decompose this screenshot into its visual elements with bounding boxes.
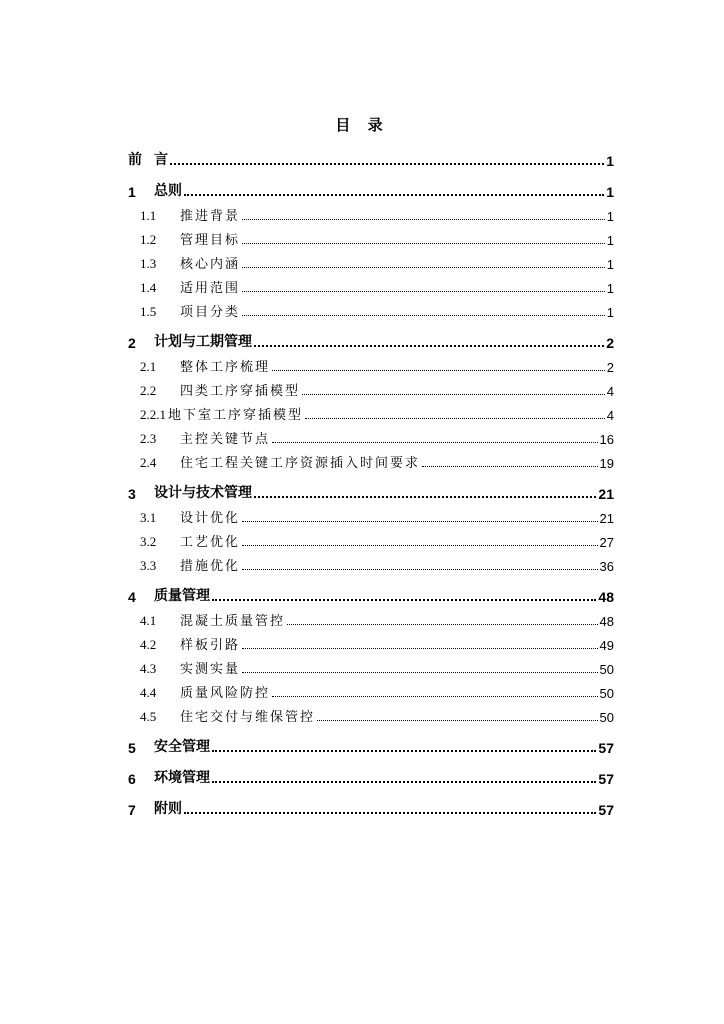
toc-entry-label: 总则 [154,182,182,198]
toc-entry-section[interactable] [128,423,614,447]
toc-entry-number: 2.4 [140,455,157,470]
toc-entry-number: 前 [128,151,142,167]
toc-entry-label: 推进背景 [180,209,241,224]
dot-leader [272,696,598,697]
toc-entry-page-number: 1 [606,209,614,224]
toc-entry-number: 2.2 [140,383,157,398]
toc-entry-chapter[interactable] [128,177,614,200]
toc-entry-page-number: 21 [598,486,614,502]
toc-title: 目 录 [335,116,389,134]
toc-entry-page-number: 1 [606,153,614,169]
toc-entry-section[interactable] [128,605,614,629]
toc-entry-label: 地下室工序穿插模型 [168,408,304,423]
toc-entry-number: 5 [128,740,136,756]
toc-entry-label: 管理目标 [180,233,241,248]
toc-entry-label: 主控关键节点 [180,432,271,447]
toc-entry-section[interactable] [128,502,614,526]
toc-entry-number: 4.5 [140,709,157,724]
dot-leader [272,370,605,371]
dot-leader [254,496,596,498]
toc-entry-number: 1.5 [140,304,157,319]
toc-entry-section[interactable] [128,677,614,701]
toc-entry-number: 2.3 [140,431,157,446]
dot-leader [170,163,604,165]
toc-entry-section[interactable] [128,399,614,423]
dot-leader [287,624,598,625]
toc-entry-label: 住宅工程关键工序资源插入时间要求 [180,456,421,471]
toc-entry-page-number: 21 [599,511,614,526]
toc-entry-page-number: 1 [606,305,614,320]
toc-entry-page-number: 19 [599,456,614,471]
dot-leader [242,219,605,220]
toc-entry-page-number: 57 [598,771,614,787]
toc-entry-page-number: 50 [599,686,614,701]
toc-entry-label: 言 [154,151,168,167]
toc-entry-label: 安全管理 [154,738,210,754]
dot-leader [184,812,596,814]
toc-entry-number: 3.1 [140,510,157,525]
toc-entry-page-number: 1 [606,257,614,272]
dot-leader [242,243,605,244]
toc-entry-page-number: 48 [599,614,614,629]
toc-entry-section[interactable] [128,296,614,320]
dot-leader [272,442,598,443]
toc-entry-page-number: 27 [599,535,614,550]
toc-entry-label: 整体工序梳理 [180,360,271,375]
toc-entry-section[interactable] [128,701,614,725]
toc-entry-number: 6 [128,771,136,787]
toc-entry-label: 计划与工期管理 [154,333,252,349]
toc-entry-number: 1.3 [140,256,157,271]
toc-entry-page-number: 49 [599,638,614,653]
toc-entry-page-number: 2 [606,335,614,351]
dot-leader [242,672,598,673]
toc-entry-label: 混凝土质量管控 [180,614,286,629]
toc-entry-section[interactable] [128,653,614,677]
toc-entry-chapter[interactable] [128,795,614,818]
toc-entry-label: 适用范围 [180,281,241,296]
dot-leader [254,345,604,347]
toc-entry-label: 工艺优化 [180,535,241,550]
dot-leader [184,194,604,196]
toc-entry-number: 1.4 [140,280,157,295]
dot-leader [242,545,598,546]
toc-entry-section[interactable] [128,526,614,550]
toc-entry-section[interactable] [128,447,614,471]
toc-entry-label: 实测实量 [180,662,241,677]
toc-entry-label: 环境管理 [154,769,210,785]
toc-entry-page-number: 4 [606,408,614,423]
toc-entry-section[interactable] [128,550,614,574]
dot-leader [317,720,598,721]
toc-entry-page-number: 57 [598,802,614,818]
dot-leader [302,394,605,395]
toc-entry-number: 3 [128,486,136,502]
toc-entry-chapter[interactable] [128,146,614,169]
toc-entry-page-number: 48 [598,589,614,605]
toc-entry-page-number: 1 [606,233,614,248]
toc-entry-page-number: 4 [606,384,614,399]
toc-entry-chapter[interactable] [128,733,614,756]
table-of-contents [128,146,614,818]
toc-entry-chapter[interactable] [128,479,614,502]
toc-entry-number: 4.1 [140,613,157,628]
toc-entry-page-number: 50 [599,662,614,677]
toc-entry-page-number: 57 [598,740,614,756]
toc-entry-section[interactable] [128,224,614,248]
toc-entry-label: 质量风险防控 [180,686,271,701]
toc-entry-label: 住宅交付与维保管控 [180,710,316,725]
toc-entry-number: 7 [128,802,136,818]
toc-entry-label: 核心内涵 [180,257,241,272]
dot-leader [305,418,605,419]
toc-entry-page-number: 36 [599,559,614,574]
dot-leader [242,648,598,649]
dot-leader [422,466,598,467]
toc-entry-number: 1.2 [140,232,157,247]
toc-entry-page-number: 16 [599,432,614,447]
toc-entry-number: 1 [128,184,136,200]
toc-entry-page-number: 2 [606,360,614,375]
toc-entry-label: 质量管理 [154,587,210,603]
toc-entry-label: 项目分类 [180,305,241,320]
toc-entry-number: 4.2 [140,637,157,652]
toc-entry-number: 4.4 [140,685,157,700]
toc-entry-page-number: 1 [606,184,614,200]
toc-entry-number: 2 [128,335,136,351]
toc-entry-section[interactable] [128,629,614,653]
toc-entry-section[interactable] [128,375,614,399]
toc-entry-section[interactable] [128,351,614,375]
toc-entry-page-number: 1 [606,281,614,296]
dot-leader [242,315,605,316]
toc-entry-chapter[interactable] [128,328,614,351]
dot-leader [212,599,596,601]
toc-entry-number: 3.2 [140,534,157,549]
toc-entry-number: 2.1 [140,359,157,374]
dot-leader [242,569,598,570]
toc-entry-chapter[interactable] [128,764,614,787]
toc-entry-number: 3.3 [140,558,157,573]
toc-entry-number: 2.2.1 [140,407,166,422]
dot-leader [242,267,605,268]
toc-entry-section[interactable] [128,248,614,272]
toc-entry-section[interactable] [128,272,614,296]
toc-entry-number: 1.1 [140,208,157,223]
toc-entry-label: 附则 [154,800,182,816]
toc-entry-label: 四类工序穿插模型 [180,384,301,399]
toc-entry-label: 样板引路 [180,638,241,653]
toc-entry-label: 设计与技术管理 [154,484,252,500]
toc-entry-label: 措施优化 [180,559,241,574]
toc-entry-number: 4.3 [140,661,157,676]
toc-entry-label: 设计优化 [180,511,241,526]
dot-leader [212,750,596,752]
toc-entry-section[interactable] [128,200,614,224]
dot-leader [212,781,596,783]
toc-entry-number: 4 [128,589,136,605]
toc-entry-chapter[interactable] [128,582,614,605]
dot-leader [242,291,605,292]
dot-leader [242,521,598,522]
toc-entry-page-number: 50 [599,710,614,725]
